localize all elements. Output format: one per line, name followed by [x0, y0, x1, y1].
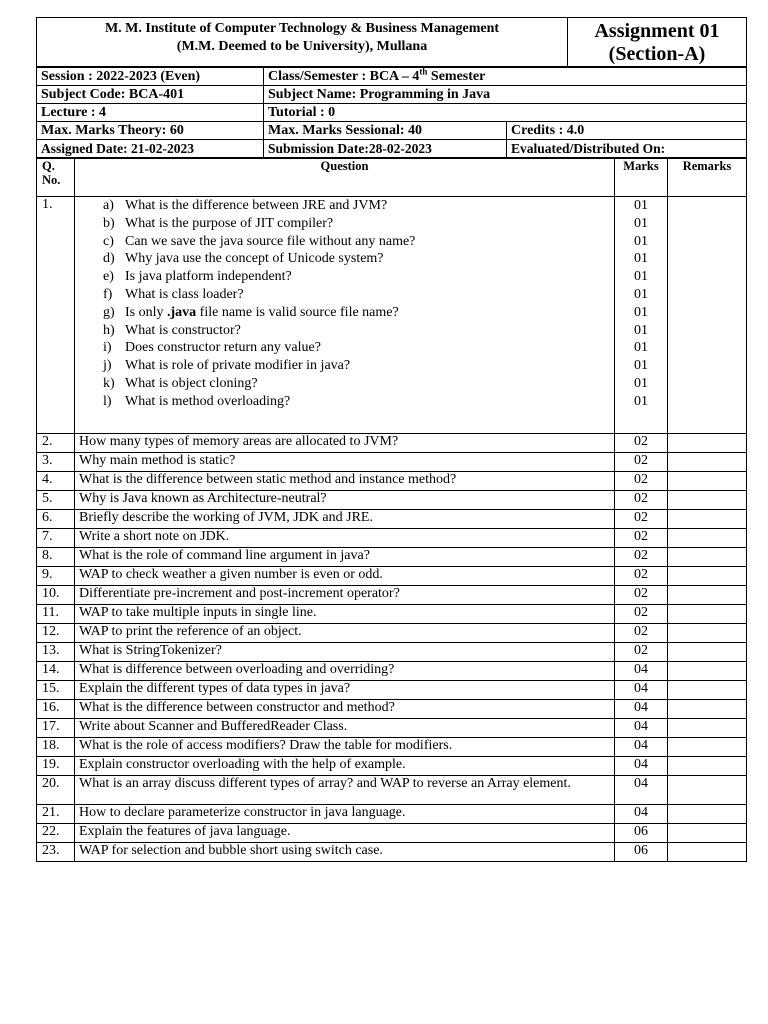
question-marks: 02 — [615, 567, 668, 586]
remarks-cell — [668, 624, 747, 643]
assignment-sheet — [36, 17, 747, 862]
question-text: What is the role of command line argument in java? — [75, 548, 615, 567]
lecture: Lecture : 4 — [37, 104, 264, 122]
question-text: WAP for selection and bubble short using switch case. — [75, 843, 615, 862]
question-marks: 04 — [615, 738, 668, 757]
max-marks-sessional: Max. Marks Sessional: 40 — [264, 122, 507, 140]
question-marks: 02 — [615, 643, 668, 662]
sub-question-letter: k) — [103, 375, 115, 391]
sub-question — [103, 393, 610, 411]
remarks-cell — [668, 567, 747, 586]
question-text: What is the role of access modifiers? Draw the table for modifiers. — [75, 738, 615, 757]
question-marks: 04 — [615, 805, 668, 824]
question-marks: 06 — [615, 824, 668, 843]
question-row — [37, 643, 747, 662]
sub-question — [103, 197, 610, 215]
sub-question-marks: 01 — [634, 215, 648, 231]
question-text: Why is Java known as Architecture-neutral? — [75, 491, 615, 510]
question-number: 10. — [37, 586, 75, 605]
question-marks: 02 — [615, 605, 668, 624]
sub-question-letter: c) — [103, 233, 114, 249]
question-row — [37, 662, 747, 681]
remarks-cell — [668, 472, 747, 491]
question-number: 3. — [37, 453, 75, 472]
question-number: 7. — [37, 529, 75, 548]
question-number: 16. — [37, 700, 75, 719]
sub-question — [103, 215, 610, 233]
question-text: How many types of memory areas are allocated to JVM? — [75, 434, 615, 453]
sub-question-text: What is method overloading? — [125, 393, 291, 409]
questions-header-row — [37, 159, 747, 197]
remarks-cell — [668, 681, 747, 700]
sub-question-marks: 01 — [634, 322, 648, 338]
question-text: WAP to check weather a given number is even or odd. — [75, 567, 615, 586]
sub-question-text: What is constructor? — [125, 322, 241, 338]
sub-question-text: Can we save the java source file without any name? — [125, 233, 416, 249]
remarks-cell — [668, 700, 747, 719]
question-number: 14. — [37, 662, 75, 681]
submission-date: Submission Date:28-02-2023 — [264, 140, 507, 158]
max-marks-theory: Max. Marks Theory: 60 — [37, 122, 264, 140]
sub-question-marks: 01 — [634, 251, 648, 267]
question-marks: 02 — [615, 529, 668, 548]
remarks-cell — [668, 843, 747, 862]
question-number: 6. — [37, 510, 75, 529]
remarks-cell — [668, 805, 747, 824]
question-marks: 04 — [615, 719, 668, 738]
institute-name — [37, 18, 568, 67]
sub-question-letter: j) — [103, 358, 112, 374]
question-row — [37, 824, 747, 843]
sub-question-letter: g) — [103, 304, 115, 320]
question-row — [37, 605, 747, 624]
question-row — [37, 586, 747, 605]
sub-question-letter: e) — [103, 269, 114, 285]
question-1-parts — [75, 197, 615, 434]
sub-question-text: Is only .java file name is valid source file name? — [125, 304, 399, 320]
sub-question — [103, 250, 610, 268]
question-marks: 02 — [615, 453, 668, 472]
sub-question-text: What is role of private modifier in java? — [125, 358, 351, 374]
sub-question-marks: 01 — [634, 286, 648, 302]
question-row — [37, 491, 747, 510]
sub-question-letter: h) — [103, 322, 115, 338]
question-marks: 04 — [615, 662, 668, 681]
sub-question-text: What is class loader? — [125, 286, 244, 302]
question-number: 9. — [37, 567, 75, 586]
question-number: 18. — [37, 738, 75, 757]
question-marks: 04 — [615, 700, 668, 719]
question-number: 22. — [37, 824, 75, 843]
sub-question-marks: 01 — [634, 393, 648, 409]
remarks-cell — [668, 197, 747, 434]
sub-question-text: What is the difference between JRE and JVM? — [125, 198, 388, 213]
question-text: What is difference between overloading and overriding? — [75, 662, 615, 681]
course-info-table — [36, 67, 747, 158]
question-row — [37, 757, 747, 776]
question-row — [37, 472, 747, 491]
question-text: WAP to print the reference of an object. — [75, 624, 615, 643]
question-row — [37, 529, 747, 548]
question-marks: 02 — [615, 491, 668, 510]
class-semester: Class/Semester : BCA – 4th Semester — [264, 68, 747, 86]
question-marks: 02 — [615, 624, 668, 643]
remarks-header: Remarks — [668, 159, 747, 197]
question-text: WAP to take multiple inputs in single line. — [75, 605, 615, 624]
sub-question — [103, 375, 610, 393]
question-number: 13. — [37, 643, 75, 662]
remarks-cell — [668, 776, 747, 805]
question-number: 12. — [37, 624, 75, 643]
question-number: 15. — [37, 681, 75, 700]
question-1-marks — [615, 197, 668, 434]
question-text: What is the difference between constructor and method? — [75, 700, 615, 719]
sub-question-letter: f) — [103, 286, 113, 302]
remarks-cell — [668, 510, 747, 529]
question-row-1 — [37, 197, 747, 434]
sub-question — [103, 304, 610, 322]
question-header: Question — [75, 159, 615, 197]
remarks-cell — [668, 453, 747, 472]
sub-question-letter: l) — [103, 393, 112, 409]
assignment-number: Assignment 01 — [594, 20, 720, 42]
question-text: How to declare parameterize constructor in java language. — [75, 805, 615, 824]
session: Session : 2022-2023 (Even) — [37, 68, 264, 86]
question-number: 5. — [37, 491, 75, 510]
remarks-cell — [668, 605, 747, 624]
question-text: Explain the different types of data types in java? — [75, 681, 615, 700]
remarks-cell — [668, 719, 747, 738]
question-row — [37, 434, 747, 453]
sub-question — [103, 268, 610, 286]
sub-question-text: Why java use the concept of Unicode system? — [125, 251, 384, 267]
sub-question — [103, 339, 610, 357]
assignment-section: (Section-A) — [608, 43, 706, 65]
remarks-cell — [668, 529, 747, 548]
question-number: 23. — [37, 843, 75, 862]
evaluated-on: Evaluated/Distributed On: — [507, 140, 747, 158]
question-number: 21. — [37, 805, 75, 824]
sub-question-letter: d) — [103, 251, 115, 267]
question-marks: 04 — [615, 757, 668, 776]
question-row — [37, 843, 747, 862]
question-number: 2. — [37, 434, 75, 453]
sub-question-marks: 01 — [634, 375, 648, 391]
question-row — [37, 453, 747, 472]
question-number: 19. — [37, 757, 75, 776]
remarks-cell — [668, 586, 747, 605]
question-marks: 02 — [615, 586, 668, 605]
subject-code: Subject Code: BCA-401 — [37, 86, 264, 104]
question-text: Differentiate pre-increment and post-increment operator? — [75, 586, 615, 605]
question-row — [37, 681, 747, 700]
sub-question-letter: a) — [103, 198, 114, 213]
institute-line-2: (M.M. Deemed to be University), Mullana — [176, 39, 428, 54]
sub-question-marks: 01 — [634, 269, 648, 285]
marks-header: Marks — [615, 159, 668, 197]
question-row — [37, 776, 747, 805]
remarks-cell — [668, 434, 747, 453]
remarks-cell — [668, 491, 747, 510]
remarks-cell — [668, 757, 747, 776]
sub-question — [103, 233, 610, 251]
credits: Credits : 4.0 — [507, 122, 747, 140]
question-marks: 02 — [615, 434, 668, 453]
question-number: 20. — [37, 776, 75, 805]
assigned-date: Assigned Date: 21-02-2023 — [37, 140, 264, 158]
assignment-title — [568, 18, 747, 67]
question-marks: 06 — [615, 843, 668, 862]
question-text: What is an array discuss different types of array? and WAP to reverse an Array element. — [75, 776, 615, 805]
question-text: Explain constructor overloading with the help of example. — [75, 757, 615, 776]
sub-question-text: Does constructor return any value? — [125, 340, 321, 356]
question-row — [37, 719, 747, 738]
question-text: Why main method is static? — [75, 453, 615, 472]
question-text: Write about Scanner and BufferedReader Class. — [75, 719, 615, 738]
question-row — [37, 700, 747, 719]
sub-question-marks: 01 — [634, 304, 648, 320]
sub-question-marks: 01 — [634, 340, 648, 356]
header-table — [36, 17, 747, 67]
question-number: 4. — [37, 472, 75, 491]
remarks-cell — [668, 643, 747, 662]
question-row — [37, 548, 747, 567]
question-text: Briefly describe the working of JVM, JDK and JRE. — [75, 510, 615, 529]
question-marks: 04 — [615, 776, 668, 805]
question-marks: 04 — [615, 681, 668, 700]
institute-line-1: M. M. Institute of Computer Technology & Business Management — [104, 21, 500, 36]
question-text: Write a short note on JDK. — [75, 529, 615, 548]
remarks-cell — [668, 824, 747, 843]
question-number: 11. — [37, 605, 75, 624]
sub-question — [103, 286, 610, 304]
questions-table — [36, 158, 747, 862]
tutorial: Tutorial : 0 — [264, 104, 747, 122]
question-text: Explain the features of java language. — [75, 824, 615, 843]
sub-question-marks: 01 — [634, 233, 648, 249]
question-row — [37, 510, 747, 529]
question-number: 1. — [37, 197, 75, 434]
question-row — [37, 624, 747, 643]
sub-question-letter: i) — [103, 340, 112, 356]
question-marks: 02 — [615, 472, 668, 491]
sub-question — [103, 357, 610, 375]
qno-header: Q. No. — [37, 159, 75, 197]
sub-question-text: Is java platform independent? — [125, 269, 292, 285]
sub-question-text: What is object cloning? — [125, 375, 258, 391]
question-text: What is StringTokenizer? — [75, 643, 615, 662]
question-number: 8. — [37, 548, 75, 567]
sub-question — [103, 322, 610, 340]
question-row — [37, 738, 747, 757]
question-marks: 02 — [615, 510, 668, 529]
question-number: 17. — [37, 719, 75, 738]
remarks-cell — [668, 738, 747, 757]
sub-question-marks: 01 — [634, 198, 648, 213]
question-text: What is the difference between static method and instance method? — [75, 472, 615, 491]
question-row — [37, 805, 747, 824]
subject-name: Subject Name: Programming in Java — [264, 86, 747, 104]
sub-question-marks: 01 — [634, 358, 648, 374]
remarks-cell — [668, 662, 747, 681]
sub-question-text: What is the purpose of JIT compiler? — [125, 215, 334, 231]
question-row — [37, 567, 747, 586]
sub-question-letter: b) — [103, 215, 115, 231]
remarks-cell — [668, 548, 747, 567]
question-marks: 02 — [615, 548, 668, 567]
